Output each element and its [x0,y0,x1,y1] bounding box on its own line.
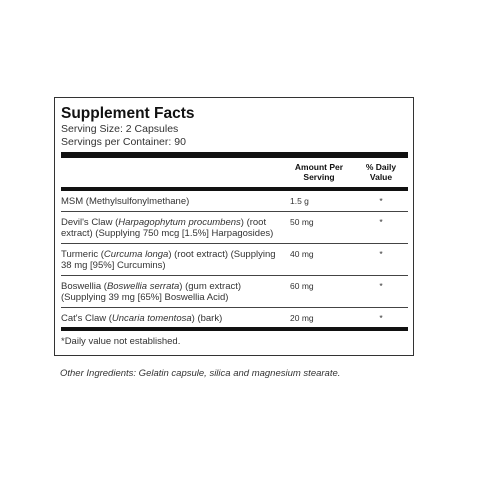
ingredient-name [61,281,284,304]
ingredient-name-text: Turmeric ( [61,248,104,260]
serving-size: Serving Size: 2 Capsules [61,123,179,135]
column-header-row [61,158,408,187]
ingredient-name [61,217,284,240]
table-row [61,191,408,211]
ingredient-latin-name: Harpagophytum procumbens [118,216,241,228]
ingredient-daily-value: * [379,280,383,291]
ingredient-amount: 40 mg [290,248,314,259]
ingredient-daily-value: * [379,196,383,206]
column-header-amount: Amount Per Serving [294,162,344,182]
ingredient-amount: 1.5 g [290,196,309,206]
ingredient-name-text: Devil's Claw ( [61,216,119,228]
servings-per-container: Servings per Container: 90 [61,136,186,148]
footnote: *Daily value not established. [61,336,181,347]
ingredient-daily-value: * [379,216,383,227]
ingredient-name-detail: ) (root extract) (Supplying 750 mcg [1.5%] Harpagosides) [61,216,274,239]
column-header-daily-value: % Daily Value [365,162,397,182]
panel-title: Supplement Facts [61,105,195,122]
ingredient-latin-name: Boswellia serrata [106,280,180,292]
table-row [61,307,408,328]
supplement-facts-panel [54,97,414,356]
other-ingredients: Other Ingredients: Gelatin capsule, silica and magnesium stearate. [60,368,341,379]
table-row [61,243,408,275]
ingredient-amount: 50 mg [290,216,314,227]
ingredient-name [61,249,284,272]
ingredient-name-text: MSM (Methylsulfonylmethane) [61,196,190,207]
ingredient-latin-name: Curcuma longa [103,248,169,260]
ingredient-name-detail: ) (root extract) (Supplying 38 mg [95%] Curcumins) [61,248,276,271]
ingredient-latin-name: Uncaria tomentosa [111,312,192,324]
ingredient-name-detail: ) (bark) [191,312,223,324]
ingredient-name [61,196,284,208]
ingredient-daily-value: * [379,312,383,323]
ingredient-name [61,313,284,325]
ingredient-name-text: Cat's Claw ( [61,312,112,324]
ingredient-name-detail: ) (gum extract) (Supplying 39 mg [65%] Boswellia Acid) [61,280,242,303]
table-row [61,211,408,243]
ingredient-amount: 60 mg [290,280,314,291]
ingredient-daily-value: * [379,248,383,259]
ingredient-amount: 20 mg [290,312,314,323]
table-row [61,275,408,307]
ingredient-name-text: Boswellia ( [61,280,107,292]
